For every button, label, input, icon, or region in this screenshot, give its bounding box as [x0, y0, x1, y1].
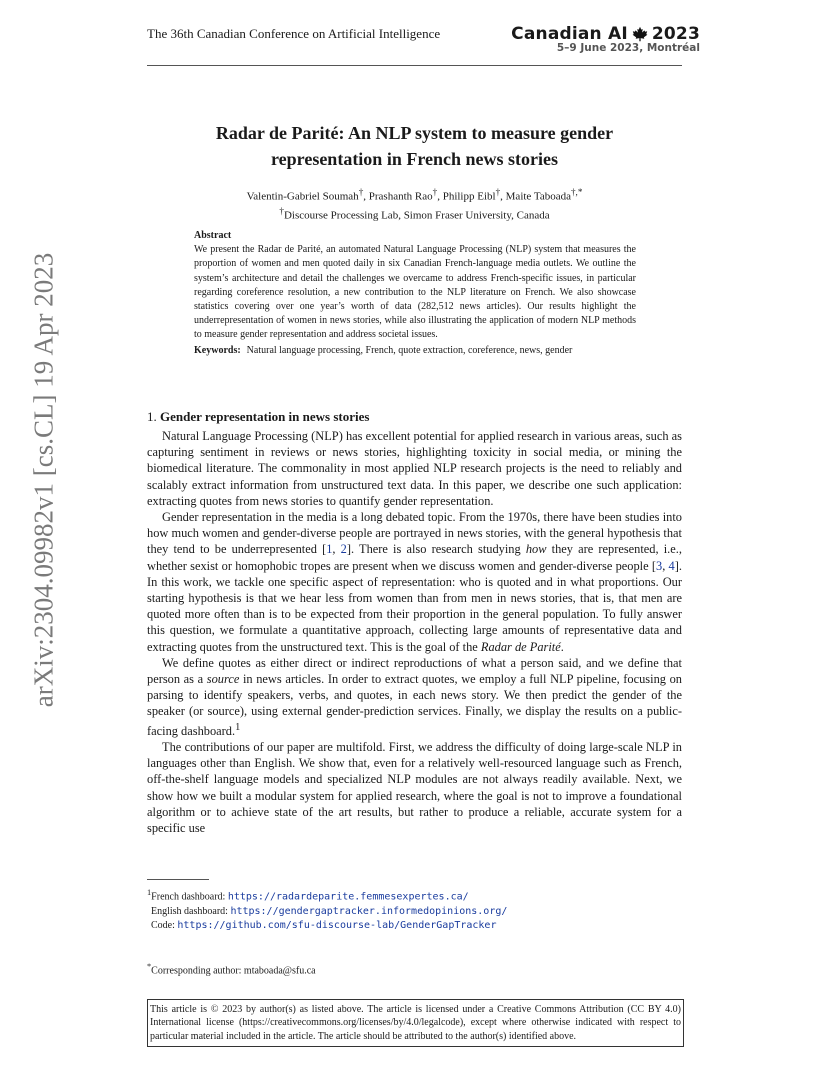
english-dashboard-link[interactable]: https://gendergaptracker.informedopinions.org/ — [230, 905, 508, 917]
brand-year: 2023 — [651, 24, 700, 44]
footnote-divider — [147, 879, 209, 880]
author-mark: † — [432, 187, 438, 197]
keywords — [194, 344, 636, 358]
author-mark: †,* — [570, 187, 583, 197]
citation-link[interactable]: 2 — [340, 542, 347, 557]
keywords-label: Keywords: — [194, 344, 241, 356]
emphasis: Radar de Parité — [480, 639, 561, 654]
author-name: Valentin-Gabriel Soumah — [246, 190, 359, 203]
footnote-mark: 1 — [147, 888, 152, 897]
abstract-heading: Abstract — [194, 230, 232, 241]
affiliation-mark: † — [279, 206, 284, 216]
footnotes — [147, 886, 507, 934]
citation-link[interactable]: 4 — [668, 558, 675, 573]
footnote-code: Code: https://github.com/sfu-discourse-lab/GenderGapTracker — [151, 920, 497, 932]
brand-dates: 5–9 June 2023, Montréal — [556, 42, 700, 54]
title-line-1: Radar de Parité: An NLP system to measure gender — [215, 123, 614, 143]
paragraph: Gender representation in the media is a long debated topic. From the 1970s, there have been studies into how much women and gender-diverse people are portrayed in news stories, with the general hypothesis that they tend to be underrepresented [1, 2]. There is also research studying how they are represented, i.e., whether sexist or homophobic tropes are present when we discuss women and gender-diverse people [3, 4]. In this work, we tackle one specific aspect of representation: who is quoted and in what proportions. Our starting hypothesis is that we hear less from women than from men in news stories, that is, that men are quoted more often than is to be expected from their proportion in the general population. To fully answer this question, we formulate a quantitative approach, collecting large amounts of representative data and extracting quotes from the unstructured text. This is the goal of the Radar de Parité. — [147, 510, 682, 654]
affiliation — [147, 206, 682, 222]
code-repository-link[interactable]: https://github.com/sfu-discourse-lab/GenderGapTracker — [177, 920, 497, 932]
section-title: Gender representation in news stories — [160, 409, 370, 424]
author-name: Maite Taboada — [505, 190, 571, 203]
conference-name: The 36th Canadian Conference on Artificial Intelligence — [147, 26, 441, 41]
footnote-french: $^1$French dashboard: https://radardeparite.femmesexpertes.ca/ — [147, 888, 469, 903]
maple-leaf-icon — [632, 26, 648, 42]
conference-logo — [511, 24, 700, 54]
paragraph: We define quotes as either direct or indirect reproductions of what a person said, and we define that person as a source in news articles. In order to extract quotes, we employ a full NLP pipeline, focusing on parsing to identify speakers, verbs, and quotes, in each news story. We then predict the gender of the speaker (or source), using external gender-prediction services. Finally, we display the results on a public-facing dashboard.$^1$ — [147, 655, 682, 738]
footnote-mark: * — [147, 962, 152, 971]
citation-link[interactable]: 1 — [326, 542, 333, 557]
abstract-text: We present the Radar de Parité, an automated Natural Language Processing (NLP) system that measures the proportion of women and men quoted daily in six Canadian French-language media outlets. We outline the system’s architecture and detail the challenges we overcame to address French-specific issues, in particular regarding coreference resolution, a new contribution to the NLP literature on French. We also showcase statistics covering over one year’s worth of data (282,512 news articles). Our results highlight the underrepresentation of women in news stories, while also illustrating the application of modern NLP methods to measure gender representation and address societal issues. — [194, 244, 636, 341]
brand-text: Canadian AI — [511, 24, 628, 44]
author-mark: † — [358, 187, 364, 197]
section-heading — [147, 409, 369, 425]
footnote-ref[interactable]: 1 — [235, 721, 241, 733]
arxiv-stamp: arXiv:2304.09982v1 [cs.CL] 19 Apr 2023 — [28, 252, 59, 708]
keywords-text: Natural language processing, French, quote extraction, coreference, news, gender — [246, 344, 573, 356]
section-number: 1. — [147, 409, 157, 424]
header-divider — [147, 65, 682, 66]
author-mark: † — [495, 187, 501, 197]
paragraph: The contributions of our paper are multifold. First, we address the difficulty of doing large-scale NLP in languages other than English. We show that, even for a relatively well-resourced language such as French, off-the-shelf language models and specialized NLP modules are not always readily available. Next, we show how we built a modular system for applied research, where the goal is not to improve a foundational algorithm or to achieve state of the art results, but rather to produce a reliable, accurate system for a specific use — [147, 739, 682, 835]
body-text — [147, 428, 682, 836]
corresponding-author: *Corresponding author: mtaboada@sfu.ca — [147, 962, 316, 977]
copyright-icon: © — [210, 1004, 219, 1015]
title-line-2: representation in French news stories — [271, 149, 558, 169]
paper-title — [147, 120, 682, 172]
citation-link[interactable]: 3 — [656, 558, 663, 573]
french-dashboard-link[interactable]: https://radardeparite.femmesexpertes.ca/ — [227, 891, 469, 903]
paragraph: Natural Language Processing (NLP) has excellent potential for applied research in various areas, such as capturing sentiment in reviews or news stories, highlighting toxicity in social media, or mining the biomedical literature. The commonality in most applied NLP research projects is the need to reliably and scalably extract information from unstructured text data. In this paper, we describe one such application: extracting quotes from news stories to quantify gender representation. — [147, 429, 682, 508]
affiliation-text: Discourse Processing Lab, Simon Fraser University, Canada — [283, 209, 550, 222]
author-name: Prashanth Rao — [368, 190, 433, 203]
footnote-english: English dashboard: https://gendergaptracker.informedopinions.org/ — [151, 905, 508, 917]
license-box: This article is © 2023 by author(s) as listed above. The article is licensed under a Creative Commons Attribution (CC BY 4.0) International license (https://creativecommons.org/licenses/by/4.0/legalcode), except where otherwise indicated with respect to particular material included in the article. The article should be attributed to the author(s) identified above. — [147, 999, 684, 1047]
abstract-block — [194, 229, 636, 358]
emphasis: how — [525, 542, 547, 557]
emphasis: source — [206, 672, 240, 687]
author-name: Philipp Eibl — [442, 190, 496, 203]
author-list: Valentin-Gabriel Soumah†, Prashanth Rao†, Philipp Eibl†, Maite Taboada†,* — [246, 187, 583, 203]
